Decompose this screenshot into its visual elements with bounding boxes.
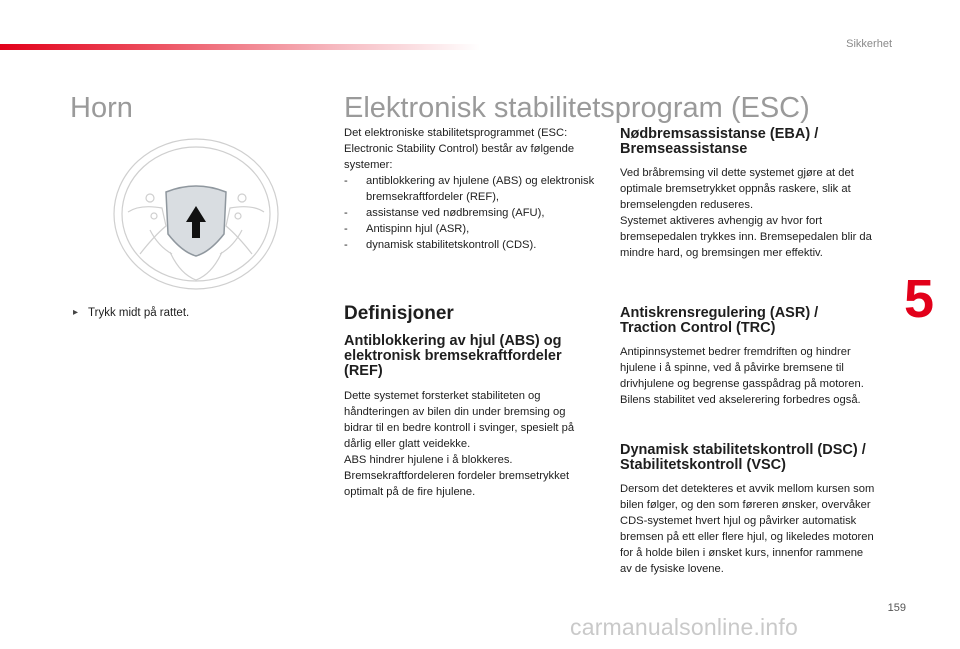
esc-intro-text: Det elektroniske stabilitetsprogrammet (ESC: Electronic Stability Control) består av følgende systemer: — [344, 127, 575, 171]
abs-text: Dette systemet forsterket stabiliteten og håndteringen av bilen din under bremsing og bidrar til en bedre kontroll i svinger, spesielt på dårlig eller glatt veidekke. — [344, 389, 575, 450]
page-number: 159 — [887, 602, 906, 614]
eba-section — [620, 127, 876, 261]
list-item: - Antispinn hjul (ASR), — [344, 223, 470, 235]
bullet-arrow-icon: ▸ — [73, 307, 79, 318]
abs-text: ABS hindrer hjulene i å blokkeres. — [344, 453, 513, 466]
watermark: carmanualsonline.info — [570, 614, 798, 640]
header-accent-bar — [0, 44, 480, 50]
dsc-heading: Dynamisk stabilitetskontroll (DSC) / Stabilitetskontroll (VSC) — [620, 442, 866, 474]
chapter-number: 5 — [903, 269, 935, 329]
eba-text: Ved bråbremsing vil dette systemet gjøre at det optimale bremsetrykket oppnås raskere, slik at bremselengden reduseres. — [620, 167, 854, 212]
dsc-section — [620, 443, 876, 577]
esc-systems-list — [344, 173, 600, 253]
abs-heading: Antiblokkering av hjul (ABS) og elektronisk bremsekraftfordeler (REF) — [344, 333, 562, 380]
list-item: - antiblokkering av hjulene (ABS) og elektronisk bremsekraftfordeler (REF), — [344, 175, 595, 203]
horn-instruction — [73, 307, 189, 319]
esc-intro-block — [344, 125, 600, 253]
asr-text: Antipinnsystemet bedrer fremdriften og hindrer hjulene i å spinne, ved å påvirke bremsene til drivhjulene og begrense gasspådrag på motoren. Bilens stabilitet ved akselerering forbedres også. — [620, 346, 864, 407]
eba-text: Systemet aktiveres avhengig av hvor fort bremsepedalen trykkes inn. Bremsepedalen blir da mindre hard, og bremsingen mer effektiv. — [620, 215, 872, 260]
abs-text: Bremsekraftfordeleren fordeler bremsetrykket optimalt på de fire hjulene. — [344, 469, 570, 498]
list-item: - dynamisk stabilitetskontroll (CDS). — [344, 239, 537, 251]
horn-instruction-text: Trykk midt på rattet. — [88, 307, 190, 319]
definitions-title: Definisjoner — [344, 303, 454, 324]
esc-title: Elektronisk stabilitetsprogram (ESC) — [344, 92, 810, 125]
asr-section — [620, 306, 876, 408]
steering-wheel-illustration — [110, 134, 282, 294]
eba-heading: Nødbremsassistanse (EBA) / Bremseassistanse — [620, 126, 819, 158]
asr-heading: Antiskrensregulering (ASR) / Traction Control (TRC) — [620, 305, 819, 337]
dsc-text: Dersom det detekteres et avvik mellom kursen som bilen følger, og den som føreren ønsker, overvåker CDS-systemet hvert hjul og påvirker automatisk bremsen på ett eller flere hjul, og likeledes motoren for å holde bilen i ønsket kurs, innenfor rammene av de fysiske lovene. — [620, 483, 875, 576]
horn-title: Horn — [70, 92, 133, 125]
abs-section — [344, 334, 596, 500]
section-label: Sikkerhet — [846, 38, 892, 50]
list-item: - assistanse ved nødbremsing (AFU), — [344, 207, 545, 219]
